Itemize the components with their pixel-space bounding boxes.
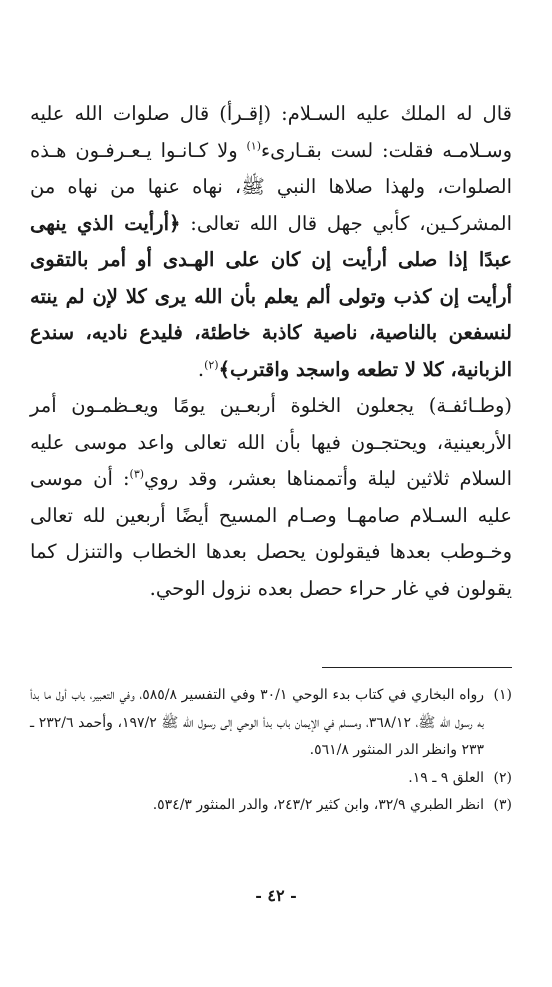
paragraph-1-text-a: قال له الملك عليه السـلام: (إقـرأ) قال صلوات الله عليه وسـلامـه فقلت: لست بقـارىء: [30, 102, 512, 162]
quran-quote: ﴿أرأيت الذي ينهى عبدًا إذا صلى أرأيت إن كان على الهـدى أو أمر بالتقوى أرأيت إن كذب وتولى ألم يعلم بأن الله يرى كلا لإن لم ينته لنسفعن بالناصية، ناصية كاذبة خاطئة، فليدع ناديه، سندع الزبانية، كلا لا تطعه واسجد واقترب﴾: [30, 211, 512, 381]
paragraph-2-text-b: : أن موسى عليه السـلام صامهـا وصـام المسيح أيضًا أربعين لله تعالى وخـوطب بعدها فيقولون يحصل بعدها الخطاب والتنزل كما يقولون في غار حراء حصل بعده نزول الوحي.: [30, 467, 512, 600]
footnotes: [30, 682, 512, 820]
footnote-number: (٢): [493, 769, 512, 786]
paragraph-1-end: .: [197, 357, 205, 381]
paragraph-2-text-a: (وطـائفـة) يجعلون الخلوة أربعـين يومًا ويعـظمـون أمر الأربعينية، ويحتجـون فيها بأن الله تعالى واعد موسى عليه السلام ثلاثين ليلة وأتممناها بعشر، وقد روي: [30, 394, 512, 490]
footnote-ref-1: (١): [246, 139, 262, 152]
paragraph-1: [30, 96, 512, 388]
footnote-text: العلق ٩ ـ ١٩.: [408, 769, 484, 786]
main-text: [30, 96, 512, 607]
paragraph-1-text-b: ولا كـانـوا يـعـرفـون هـذه الصلوات، ولهذا صلاها النبي ﷺ، نهاه عنها من نهاه من المشركـين، كأبي جهل قال الله تعالى:: [30, 138, 513, 235]
footnote-divider: [322, 667, 512, 668]
footnote-ref-3: (٣): [129, 467, 145, 481]
footnote-2: [30, 765, 512, 793]
footnote-number: (١): [493, 687, 512, 703]
footnote-text: انظر الطبري ٣٢/٩، وابن كثير ٢٤٣/٢، والدر المنثور ٥٣٤/٣.: [152, 797, 484, 813]
footnote-3: [30, 792, 512, 820]
footnote-1: [30, 682, 512, 765]
paragraph-2: [30, 388, 512, 607]
footnote-text: رواه البخاري في كتاب بدء الوحي ٣٠/١ وفي التفسير ٥٨٥/٨، وفي التعبير، باب أول ما بدأ به رسول الله ﷺ، ٣٦٨/١٢، ومسلم في الإيمان باب بدأ الوحي إلى رسول الله ﷺ ١٩٧/٢، وأحمد ٢٣٢/٦ ـ ٢٣٣ وانظر الدر المنثور ٥٦١/٨.: [30, 687, 485, 758]
footnote-ref-2: (٢): [204, 358, 219, 371]
footnote-number: (٣): [493, 797, 512, 813]
page-number: - ٤٢ -: [255, 886, 297, 905]
